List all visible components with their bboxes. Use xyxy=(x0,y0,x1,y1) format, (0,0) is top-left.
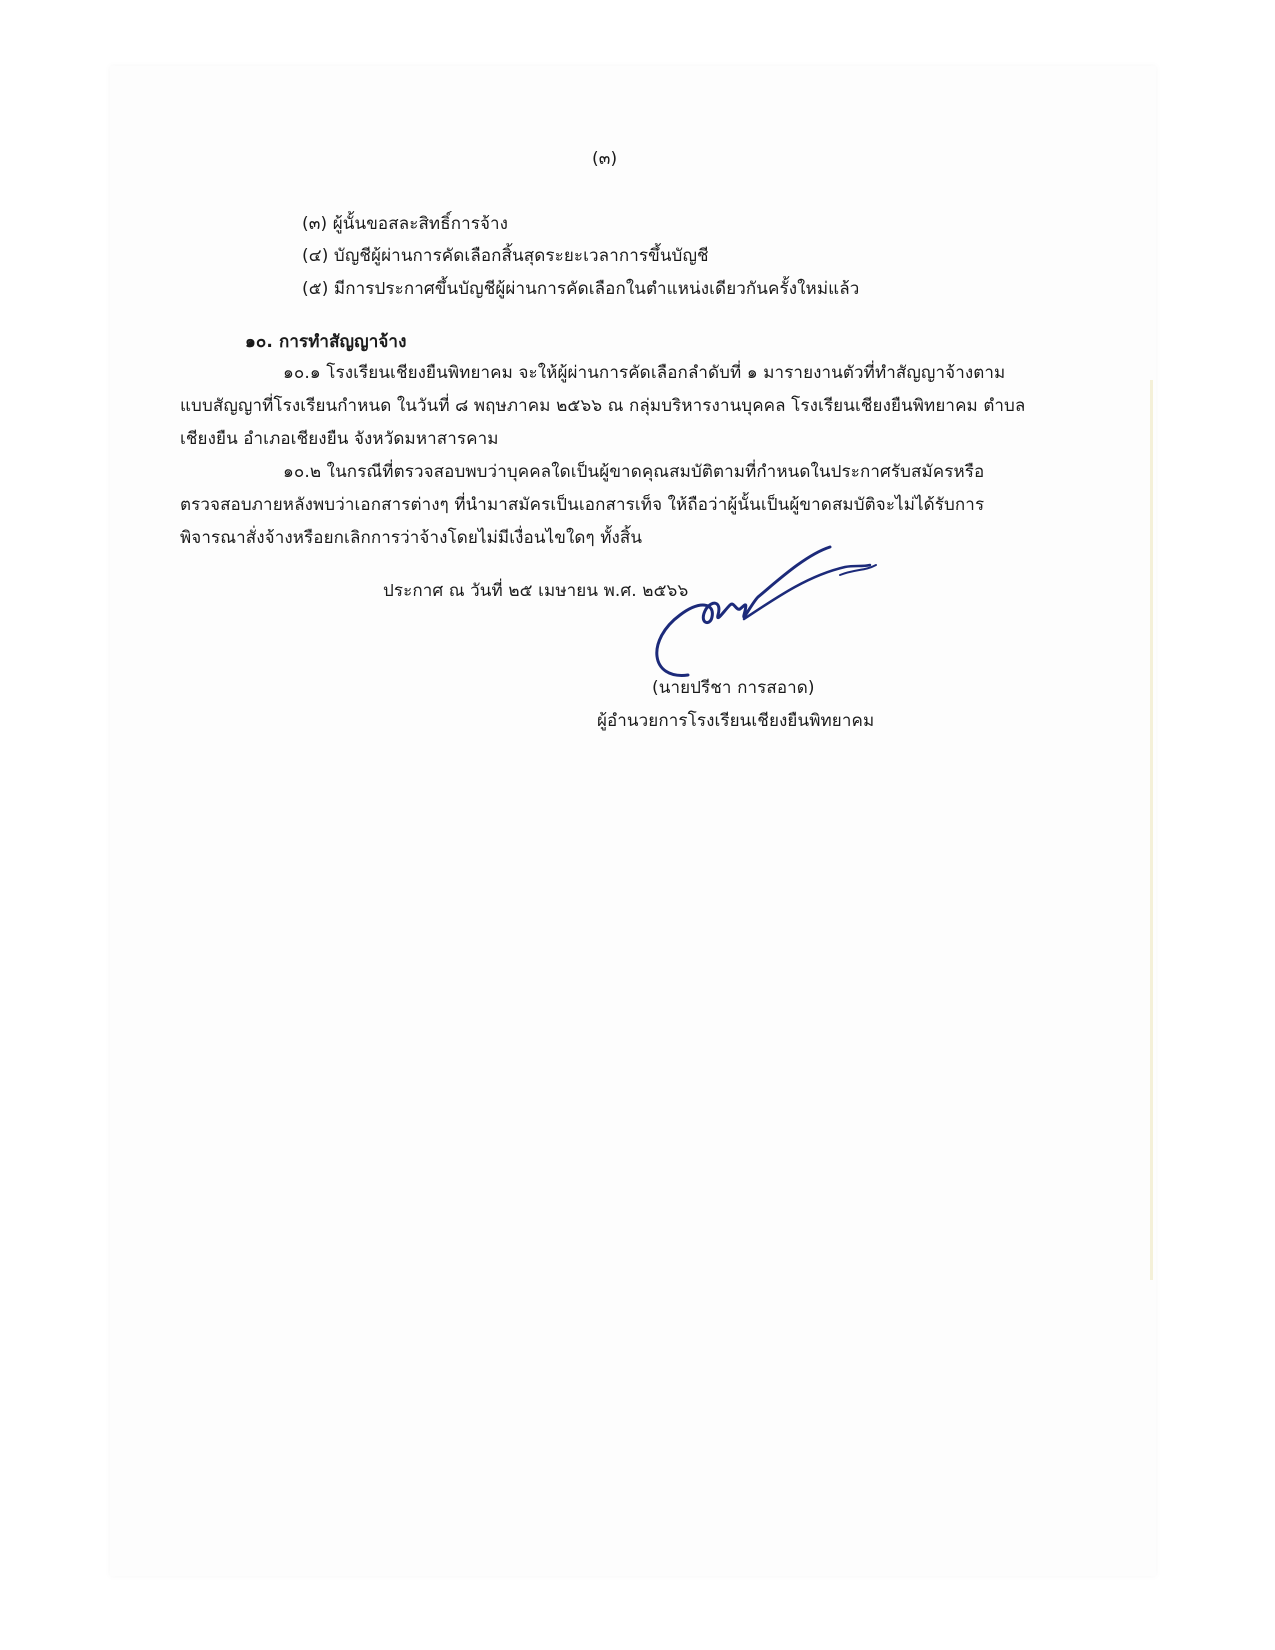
signatory-name: (นายปรีชา การสอาด) xyxy=(652,678,815,698)
signatory-position: ผู้อำนวยการโรงเรียนเชียงยืนพิทยาคม xyxy=(597,711,875,731)
list-item: (๔) บัญชีผู้ผ่านการคัดเลือกสิ้นสุดระยะเวลาการขึ้นบัญชี xyxy=(302,246,709,266)
paragraph-line: แบบสัญญาที่โรงเรียนกำหนด ในวันที่ ๘ พฤษภาคม ๒๕๖๖ ณ กลุ่มบริหารงานบุคคล โรงเรียนเชียงยืนพิทยาคม ตำบล xyxy=(180,396,1026,416)
paragraph-line: ตรวจสอบภายหลังพบว่าเอกสารต่างๆ ที่นำมาสมัครเป็นเอกสารเท็จ ให้ถือว่าผู้นั้นเป็นผู้ขาดสมบัติจะไม่ได้รับการ xyxy=(180,495,985,515)
paragraph-line: ๑๐.๒ ในกรณีที่ตรวจสอบพบว่าบุคคลใดเป็นผู้ขาดคุณสมบัติตามที่กำหนดในประกาศรับสมัครหรือ xyxy=(283,462,985,482)
list-item: (๕) มีการประกาศขึ้นบัญชีผู้ผ่านการคัดเลือกในตำแหน่งเดียวกันครั้งใหม่แล้ว xyxy=(302,279,860,299)
page-number: (๓) xyxy=(592,149,618,169)
announcement-date: ประกาศ ณ วันที่ ๒๕ เมษายน พ.ศ. ๒๕๖๖ xyxy=(383,581,689,601)
section-heading: ๑๐. การทำสัญญาจ้าง xyxy=(245,332,407,352)
signature-image xyxy=(640,545,880,695)
paragraph-line: ๑๐.๑ โรงเรียนเชียงยืนพิทยาคม จะให้ผู้ผ่านการคัดเลือกลำดับที่ ๑ มารายงานตัวที่ทำสัญญาจ้างตาม xyxy=(283,363,1006,383)
paragraph-line: เชียงยืน อำเภอเชียงยืน จังหวัดมหาสารคาม xyxy=(180,429,499,449)
list-item: (๓) ผู้นั้นขอสละสิทธิ์การจ้าง xyxy=(302,214,509,234)
paragraph-line: พิจารณาสั่งจ้างหรือยกเลิกการว่าจ้างโดยไม่มีเงื่อนไขใดๆ ทั้งสิ้น xyxy=(180,528,643,548)
page-edge-shadow xyxy=(1150,380,1153,1280)
